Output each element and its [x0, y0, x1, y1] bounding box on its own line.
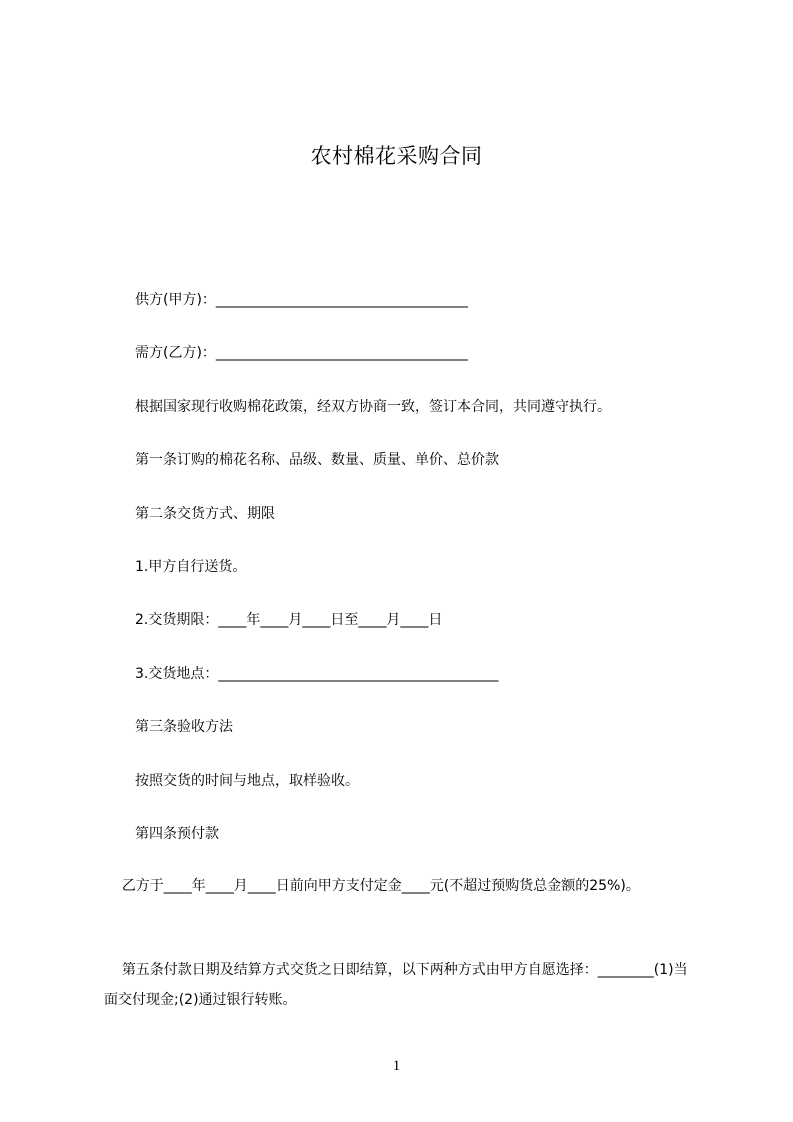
article-2-heading: 第二条交货方式、期限 — [135, 506, 275, 522]
delivery-item-2: 2.交货期限：____年____月____日至____月____日 — [135, 612, 443, 628]
article-4-heading: 第四条预付款 — [135, 826, 219, 842]
preamble-paragraph: 根据国家现行收购棉花政策，经双方协商一致，签订本合同，共同遵守执行。 — [135, 399, 611, 415]
buyer-line: 需方(乙方)：____________________________________ — [135, 345, 468, 361]
inspection-paragraph: 按照交货的时间与地点，取样验收。 — [135, 773, 359, 789]
supplier-line: 供方(甲方)：____________________________________ — [135, 292, 468, 308]
delivery-item-1: 1.甲方自行送货。 — [135, 559, 247, 575]
article-1-heading: 第一条订购的棉花名称、品级、数量、质量、单价、总价款 — [135, 452, 499, 468]
delivery-item-3: 3.交货地点：________________________________________ — [135, 666, 499, 682]
page-number: 1 — [392, 1058, 401, 1074]
article-3-heading: 第三条验收方法 — [135, 719, 233, 735]
document-title: 农村棉花采购合同 — [310, 144, 483, 168]
article-5-paragraph: 第五条付款日期及结算方式交货之日即结算，以下两种方式由甲方自愿选择：________(1)当面交付现金;(2)通过银行转账。 — [104, 962, 688, 1008]
advance-payment-paragraph: 乙方于____年____月____日前向甲方支付定金____元(不超过预购货总金额的25%)。 — [104, 878, 640, 894]
